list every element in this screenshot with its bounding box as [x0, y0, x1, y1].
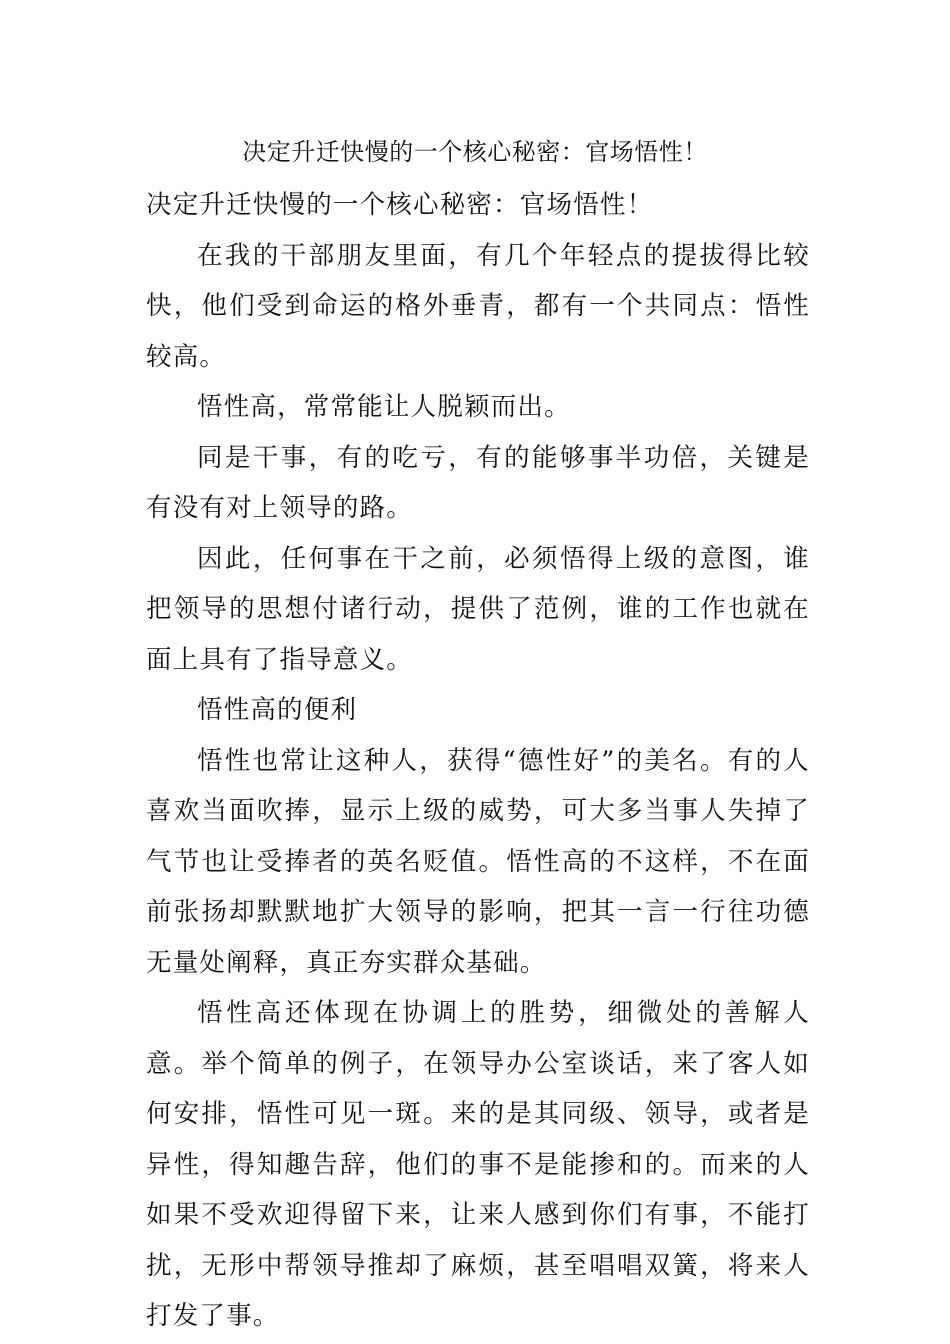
document-title: 决定升迁快慢的一个核心秘密：官场悟性！ — [242, 138, 708, 166]
paragraph: 悟性高还体现在协调上的胜势，细微处的善解人意。举个简单的例子，在领导办公室谈话，来了客人如何安排，悟性可见一斑。来的是其同级、领导，或者是异性，得知趣告辞，他们的事不是能掺和的。而来的人如果不受欢迎得留下来，让来人感到你们有事，不能打扰，无形中帮领导推却了麻烦，甚至唱唱双簧，将来人打发了事。 — [146, 998, 810, 1331]
paragraph: 在我的干部朋友里面，有几个年轻点的提拔得比较快，他们受到命运的格外垂青，都有一个共同点：悟性较高。 — [146, 240, 810, 372]
document-body — [146, 180, 810, 1342]
paragraph: 因此，任何事在干之前，必须悟得上级的意图，谁把领导的思想付诸行动，提供了范例，谁的工作也就在面上具有了指导意义。 — [146, 543, 810, 675]
paragraph: 悟性高，常常能让人脱颖而出。 — [197, 392, 571, 422]
repeated-title-paragraph: 决定升迁快慢的一个核心秘密：官场悟性！ — [146, 190, 654, 220]
section-heading: 悟性高的便利 — [197, 695, 358, 725]
paragraph: 同是干事，有的吃亏，有的能够事半功倍，关键是有没有对上领导的路。 — [146, 442, 810, 523]
paragraph: 悟性也常让这种人，获得“德性好”的美名。有的人喜欢当面吹捧，显示上级的威势，可大多当事人失掉了气节也让受捧者的英名贬值。悟性高的不这样，不在面前张扬却默默地扩大领导的影响，把其一言一行往功德无量处阐释，真正夯实群众基础。 — [146, 745, 810, 978]
